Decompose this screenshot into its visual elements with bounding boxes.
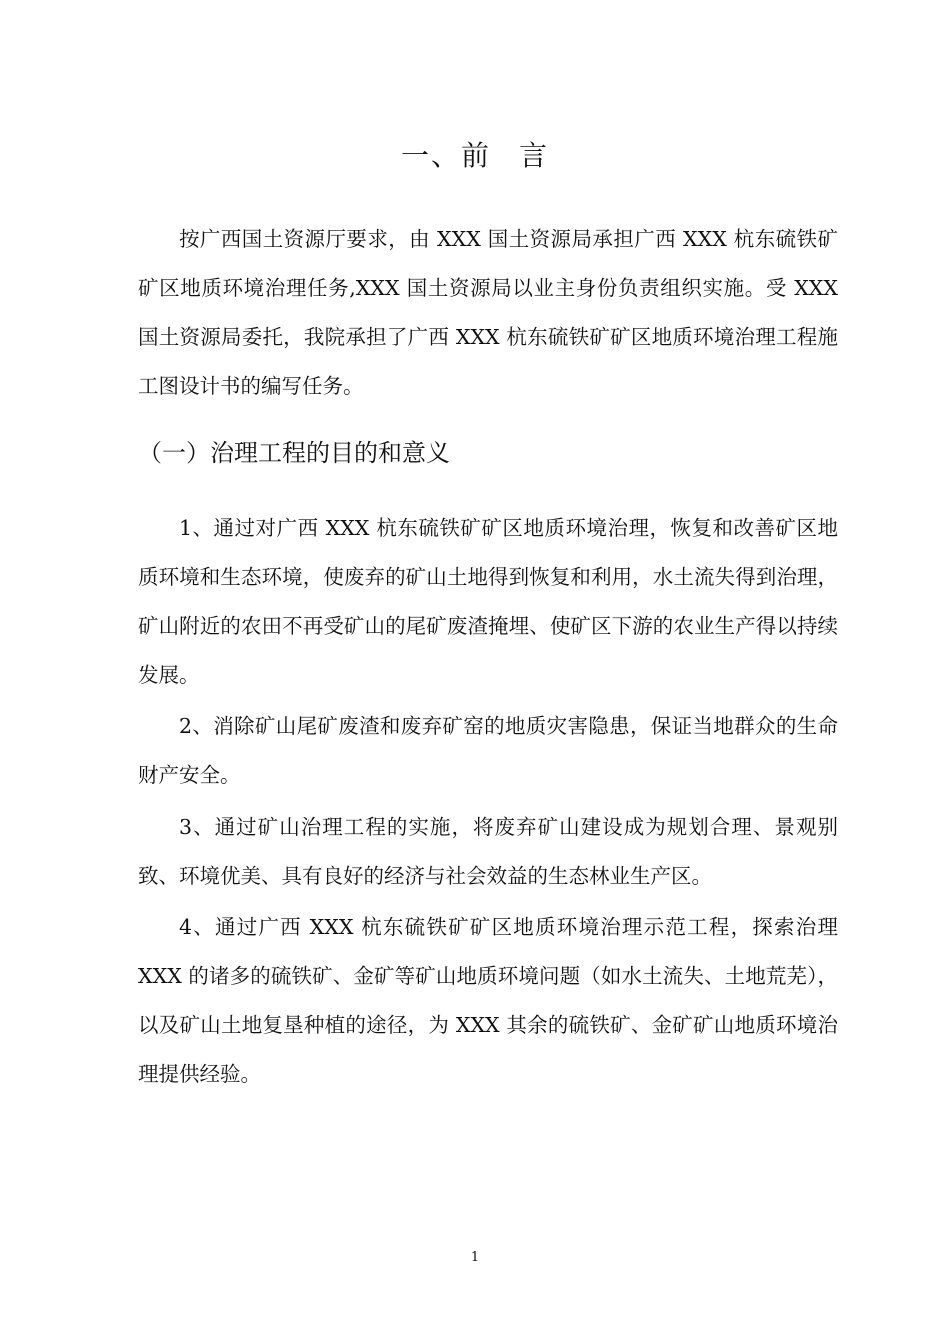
page-title	[0, 134, 950, 174]
intro-paragraph: 按广西国土资源厅要求，由 XXX 国土资源局承担广西 XXX 杭东硫铁矿矿区地质环境治理任务,XXX 国土资源局以业主身份负责组织实施。受 XXX 国土资源局委托，我院承担了广西 XXX 杭东硫铁矿矿区地质环境治理工程施工图设计书的编写任务。	[138, 227, 838, 398]
item-paragraph-2: 2、消除矿山尾矿废渣和废弃矿窑的地质灾害隐患，保证当地群众的生命财产安全。	[138, 714, 838, 787]
page-number: 1	[470, 1250, 480, 1265]
title-part-1: 一、前	[400, 139, 491, 172]
section-heading: （一）治理工程的目的和意义	[138, 439, 450, 467]
item-paragraph-3: 3、通过矿山治理工程的实施，将废弃矿山建设成为规划合理、景观别致、环境优美、具有良好的经济与社会效益的生态林业生产区。	[138, 815, 838, 888]
item-paragraph-4: 4、通过广西 XXX 杭东硫铁矿矿区地质环境治理示范工程，探索治理 XXX 的诸多的硫铁矿、金矿等矿山地质环境问题（如水土流失、土地荒芜），以及矿山土地复垦种植的途径，为 XXX 其余的硫铁矿、金矿矿山地质环境治理提供经验。	[138, 915, 838, 1086]
item-paragraph-1: 1、通过对广西 XXX 杭东硫铁矿矿区地质环境治理，恢复和改善矿区地质环境和生态环境，使废弃的矿山土地得到恢复和利用，水土流失得到治理，矿山附近的农田不再受矿山的尾矿废渣掩埋、使矿区下游的农业生产得以持续发展。	[138, 516, 838, 687]
title-part-2: 言	[519, 139, 550, 172]
